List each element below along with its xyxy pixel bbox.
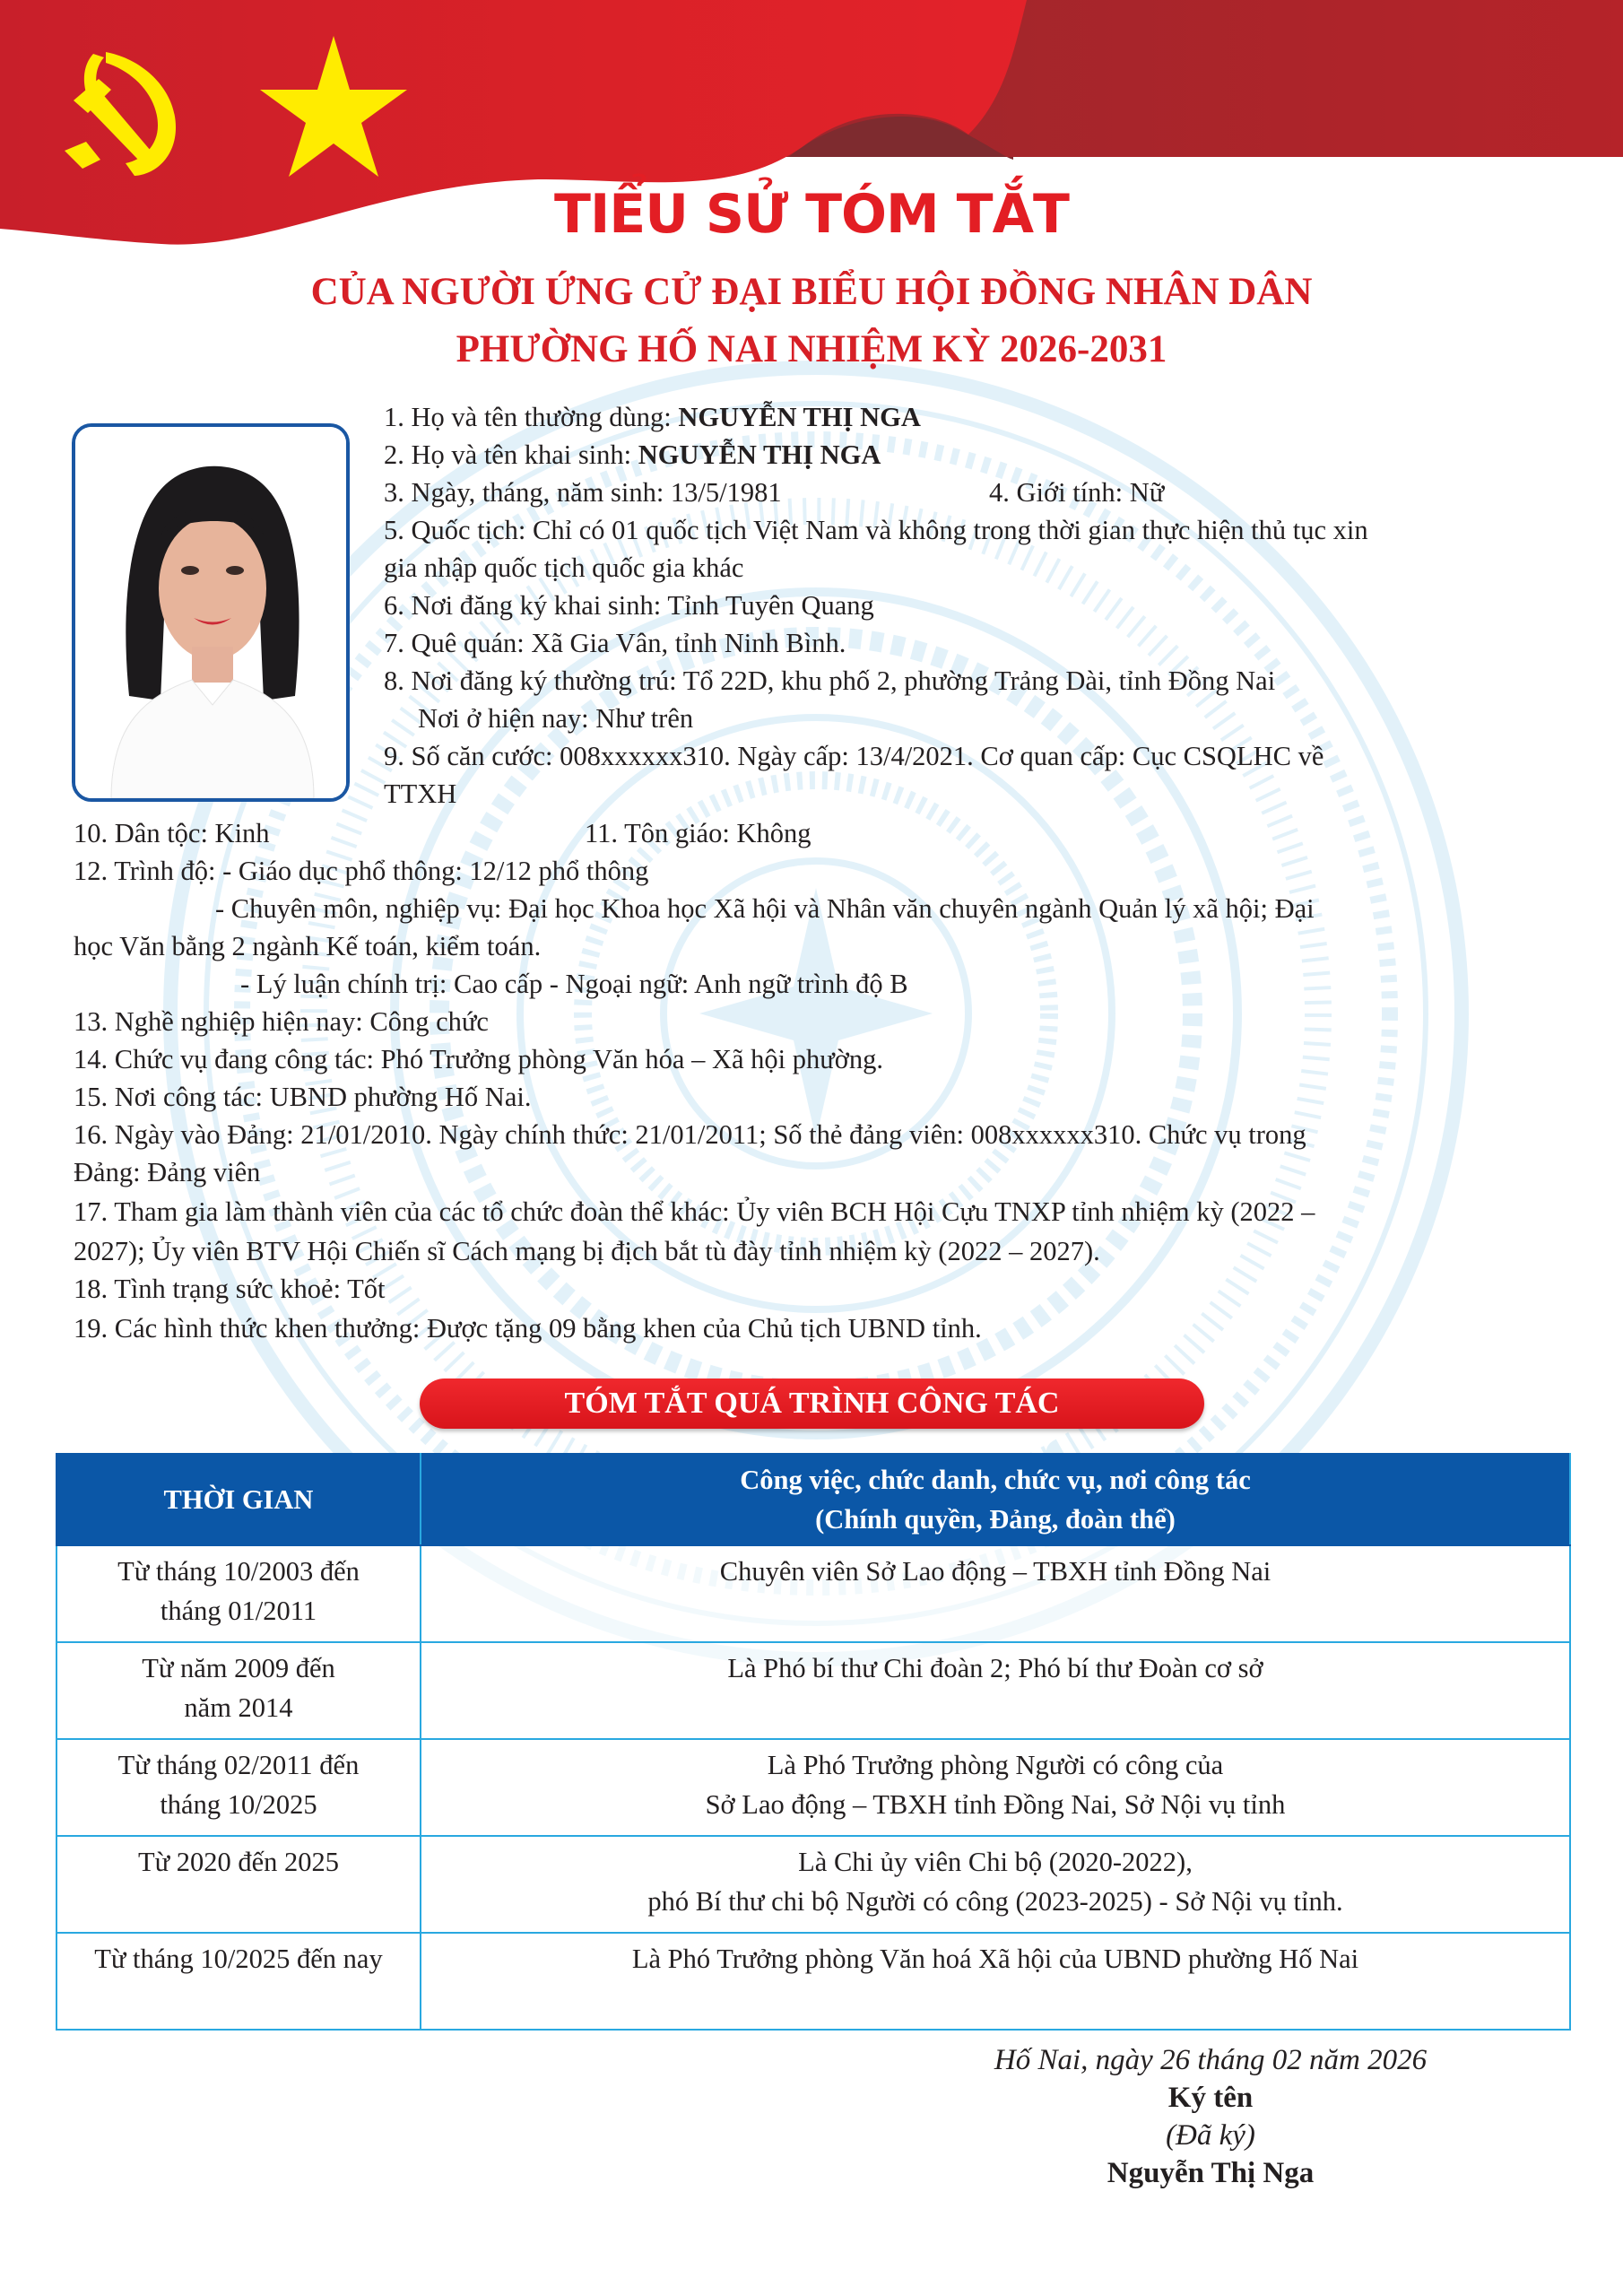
cell-time [56, 1933, 421, 2030]
table-header-row [56, 1454, 1570, 1545]
cell-job [421, 1642, 1570, 1739]
field-label: 1. Họ và tên thường dùng: [384, 402, 679, 432]
cell-time-line: tháng 01/2011 [160, 1596, 317, 1626]
work-history-table [56, 1453, 1571, 2031]
cell-time-line: năm 2014 [184, 1692, 293, 1723]
signature-name: Nguyễn Thị Nga [1107, 2157, 1315, 2189]
field-current-address: Nơi ở hiện nay: Như trên [418, 703, 694, 734]
field-ethnicity: 10. Dân tộc: Kinh [74, 818, 270, 848]
field-political-theory: - Lý luận chính trị: Cao cấp - Ngoại ngữ: Anh ngữ trình độ B [240, 969, 908, 999]
field-birth-date: 3. Ngày, tháng, năm sinh: 13/5/1981 [384, 477, 782, 508]
cell-job-line: Là Phó Trưởng phòng Người có công của [767, 1750, 1224, 1780]
cell-time [56, 1642, 421, 1739]
table-row [56, 1836, 1570, 1933]
field-education: 12. Trình độ: - Giáo dục phổ thông: 12/12 phổ thông [74, 856, 649, 886]
cell-time [56, 1836, 421, 1933]
cell-job [421, 1933, 1570, 2030]
field-workplace: 15. Nơi công tác: UBND phường Hố Nai. [74, 1082, 532, 1112]
field-id-card-cont: TTXH [384, 778, 457, 809]
column-header-job: Công việc, chức danh, chức vụ, nơi công tác (Chính quyền, Đảng, đoàn thể) [421, 1454, 1570, 1545]
field-occupation: 13. Nghề nghiệp hiện nay: Công chức [74, 1006, 489, 1037]
common-name-value: NGUYỄN THỊ NGA [678, 402, 921, 432]
field-nationality-cont: gia nhập quốc tịch quốc gia khác [384, 552, 744, 583]
cell-job-line: Là Chi ủy viên Chi bộ (2020-2022), [798, 1847, 1193, 1877]
page-title: TIỂU SỬ TÓM TẮT [554, 183, 1069, 246]
table-row [56, 1642, 1570, 1739]
field-id-card: 9. Số căn cước: 008xxxxxx310. Ngày cấp: 13/4/2021. Cơ quan cấp: Cục CSQLHC về [384, 741, 1324, 771]
cell-time [56, 1739, 421, 1836]
cell-time-line: Từ tháng 10/2025 đến nay [94, 1944, 383, 1974]
cell-job-line: phó Bí thư chi bộ Người có công (2023-2025) - Sở Nội vụ tỉnh. [647, 1886, 1343, 1917]
field-organizations: 17. Tham gia làm thành viên của các tổ chức đoàn thể khác: Ủy viên BCH Hội Cựu TNXP tỉnh nhiệm kỳ (2022 – [74, 1196, 1315, 1227]
table-row [56, 1545, 1570, 1642]
cell-job-line: Là Phó bí thư Chi đoàn 2; Phó bí thư Đoàn cơ sở [727, 1653, 1263, 1683]
signature-date: Hố Nai, ngày 26 tháng 02 năm 2026 [994, 2044, 1428, 2076]
field-birth-place: 6. Nơi đăng ký khai sinh: Tỉnh Tuyên Quang [384, 590, 874, 621]
table-row [56, 1933, 1570, 2030]
page-subtitle-2: PHƯỜNG HỐ NAI NHIỆM KỲ 2026-2031 [456, 328, 1167, 370]
field-specialization: - Chuyên môn, nghiệp vụ: Đại học Khoa học Xã hội và Nhân văn chuyên ngành Quản lý xã hội; Đại [215, 893, 1315, 924]
field-organizations-cont: 2027); Ủy viên BTV Hội Chiến sĩ Cách mạng bị địch bắt tù đày tỉnh nhiệm kỳ (2022 – 2027). [74, 1236, 1100, 1266]
field-residence: 8. Nơi đăng ký thường trú: Tổ 22D, khu phố 2, phường Trảng Dài, tỉnh Đồng Nai [384, 665, 1276, 696]
field-nationality: 5. Quốc tịch: Chỉ có 01 quốc tịch Việt Nam và không trong thời gian thực hiện thủ tục xin [384, 515, 1368, 545]
column-header-time: THỜI GIAN [56, 1454, 421, 1545]
field-health: 18. Tình trạng sức khoẻ: Tốt [74, 1274, 386, 1304]
cell-job-line: Là Phó Trưởng phòng Văn hoá Xã hội của UBND phường Hố Nai [631, 1944, 1359, 1974]
cell-job-line: Sở Lao động – TBXH tỉnh Đồng Nai, Sở Nội vụ tỉnh [705, 1789, 1286, 1820]
signature-status: (Đã ký) [1166, 2119, 1255, 2152]
portrait-image [75, 427, 346, 798]
cell-job [421, 1739, 1570, 1836]
cell-time [56, 1545, 421, 1642]
field-specialization-cont: học Văn bằng 2 ngành Kế toán, kiểm toán. [74, 931, 542, 961]
cell-time-line: Từ tháng 02/2011 đến [117, 1750, 360, 1780]
field-religion: 11. Tôn giáo: Không [585, 818, 812, 848]
cell-time-line: Từ 2020 đến 2025 [137, 1847, 340, 1877]
field-birth-name [384, 436, 881, 474]
field-awards: 19. Các hình thức khen thưởng: Được tặng 09 bằng khen của Chủ tịch UBND tỉnh. [74, 1313, 982, 1344]
page-subtitle-1: CỦA NGƯỜI ỨNG CỬ ĐẠI BIỂU HỘI ĐỒNG NHÂN DÂN [310, 271, 1313, 313]
signature-label: Ký tên [1167, 2082, 1254, 2114]
work-history-heading: TÓM TẮT QUÁ TRÌNH CÔNG TÁC [420, 1378, 1204, 1429]
cell-job [421, 1836, 1570, 1933]
field-common-name [384, 398, 921, 436]
candidate-photo [72, 423, 350, 802]
cell-time-line: Từ năm 2009 đến [142, 1653, 335, 1683]
field-position: 14. Chức vụ đang công tác: Phó Trưởng phòng Văn hóa – Xã hội phường. [74, 1044, 884, 1074]
field-hometown: 7. Quê quán: Xã Gia Vân, tỉnh Ninh Bình. [384, 628, 846, 658]
field-party-join-cont: Đảng: Đảng viên [74, 1157, 261, 1187]
cell-time-line: Từ tháng 10/2003 đến [117, 1556, 360, 1587]
table-row [56, 1739, 1570, 1836]
birth-name-value: NGUYỄN THỊ NGA [638, 439, 881, 470]
cell-job [421, 1545, 1570, 1642]
cell-job-line: Chuyên viên Sở Lao động – TBXH tỉnh Đồng Nai [719, 1556, 1271, 1587]
field-label: 2. Họ và tên khai sinh: [384, 439, 638, 470]
cell-time-line: tháng 10/2025 [160, 1789, 317, 1820]
field-party-join: 16. Ngày vào Đảng: 21/01/2010. Ngày chính thức: 21/01/2011; Số thẻ đảng viên: 008xxxxxx310. Chức vụ trong [74, 1119, 1306, 1150]
field-gender: 4. Giới tính: Nữ [989, 477, 1165, 508]
